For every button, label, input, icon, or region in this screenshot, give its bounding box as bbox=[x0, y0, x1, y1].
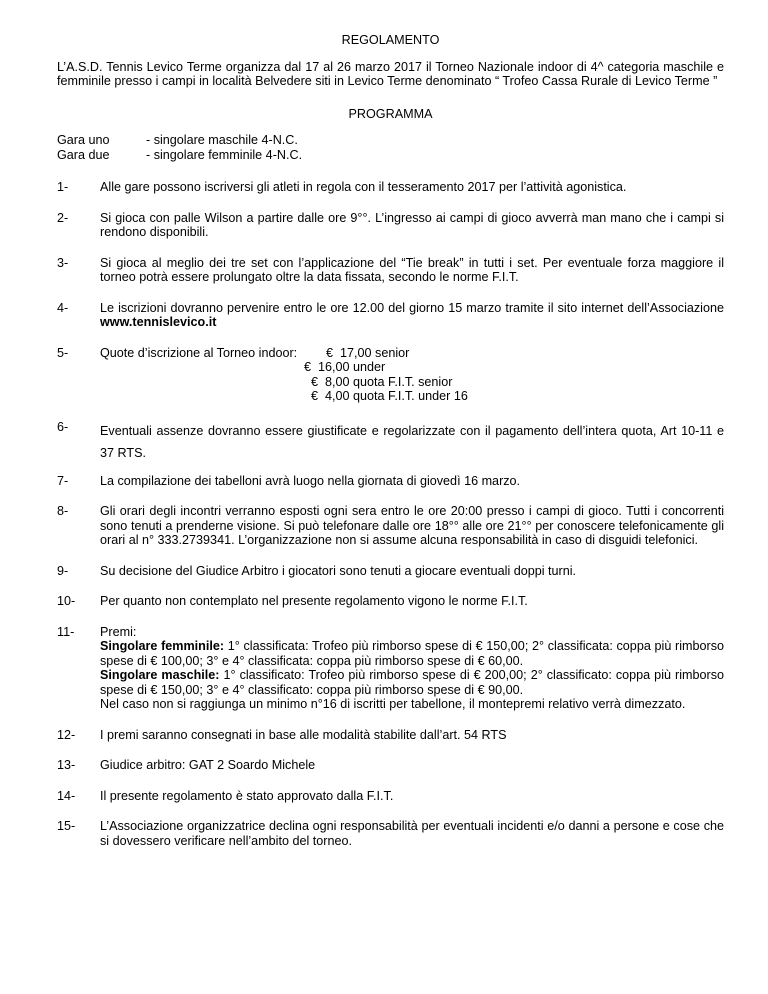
gara-label: Gara due bbox=[57, 147, 110, 162]
rule-item-3 bbox=[57, 256, 724, 285]
rule-text: I premi saranno consegnati in base alle modalità stabilite dall’art. 54 RTS bbox=[100, 727, 507, 742]
rule-number: 5- bbox=[57, 345, 69, 360]
rule-item-2 bbox=[57, 211, 724, 240]
gara-row bbox=[57, 148, 724, 163]
fee-fit-under: € 4,00 quota F.I.T. under 16 bbox=[311, 389, 468, 403]
rule-text: Alle gare possono iscriversi gli atleti in regola con il tesseramento 2017 per l’attività agonistica. bbox=[100, 180, 627, 194]
rule-text: Su decisione del Giudice Arbitro i giocatori sono tenuti a giocare eventuali doppi turni. bbox=[100, 563, 577, 578]
rule-number: 6- bbox=[57, 419, 69, 434]
fee-fit-senior: € 8,00 quota F.I.T. senior bbox=[311, 374, 453, 389]
prizes-heading: Premi: bbox=[100, 624, 137, 639]
rule-item-10 bbox=[57, 594, 724, 609]
rule-text: Gli orari degli incontri verranno esposti ogni sera entro le ore 20:00 presso i campi di gioco. Tutti i concorrenti sono tenuti a prenderne visione. Si può telefonare dalle ore 18°° alle ore 21°° per conoscere telefonicamente gli orari al n° 333.2739341. L’organizzazione non si assume alcuna responsabilità in caso di disguidi telefonici. bbox=[100, 504, 724, 547]
rule-number: 3- bbox=[57, 255, 69, 270]
programma-title: PROGRAMMA bbox=[348, 106, 433, 121]
rule-text: L’Associazione organizzatrice declina ogni responsabilità per eventuali incidenti e/o danni a persone e cose che si dovessero verificare nell’ambito del torneo. bbox=[100, 819, 724, 848]
prizes-block bbox=[100, 625, 724, 712]
rule-number: 11- bbox=[57, 624, 75, 639]
rule-item-5 bbox=[57, 346, 724, 404]
rule-number: 7- bbox=[57, 473, 69, 488]
rule-text: Per quanto non contemplato nel presente regolamento vigono le norme F.I.T. bbox=[100, 594, 528, 608]
rule-item-12 bbox=[57, 728, 724, 743]
document-page bbox=[57, 33, 724, 864]
document-title: REGOLAMENTO bbox=[341, 33, 440, 47]
prizes-male-label: Singolare maschile: bbox=[100, 668, 220, 682]
rule-number: 12- bbox=[57, 727, 76, 742]
rule-item-9 bbox=[57, 564, 724, 579]
gara-value: - singolare maschile 4-N.C. bbox=[146, 133, 298, 147]
rule-item-1 bbox=[57, 180, 724, 195]
rule-item-11 bbox=[57, 625, 724, 712]
website-link: www.tennislevico.it bbox=[100, 315, 217, 329]
rule-number: 14- bbox=[57, 788, 76, 803]
rule-item-8 bbox=[57, 504, 724, 548]
rule-item-4 bbox=[57, 301, 724, 330]
rule-item-14 bbox=[57, 789, 724, 804]
prizes-male bbox=[100, 668, 724, 697]
rule-item-7 bbox=[57, 474, 724, 489]
rule-text: Si gioca con palle Wilson a partire dalle ore 9°°. L’ingresso ai campi di gioco avverrà man mano che i campi si rendono disponibili. bbox=[100, 210, 724, 239]
rule-number: 2- bbox=[57, 210, 69, 225]
gara-row bbox=[57, 133, 724, 148]
rule-text bbox=[100, 301, 724, 330]
fee-label: Quote d’iscrizione al Torneo indoor: bbox=[100, 345, 298, 360]
rule-text: Il presente regolamento è stato approvato dalla F.I.T. bbox=[100, 788, 394, 803]
prizes-male-text: 1° classificato: Trofeo più rimborso spese di € 200,00; 2° classificato: coppa più rimborso spese di € 150,00; 3° e 4° classificato: coppa più rimborso spese di € 90,00. bbox=[100, 668, 724, 697]
rule-text: La compilazione dei tabelloni avrà luogo nella giornata di giovedì 16 marzo. bbox=[100, 473, 521, 488]
rule-text-body: Le iscrizioni dovranno pervenire entro le ore 12.00 del giorno 15 marzo tramite il sito internet dell’Associazione bbox=[100, 300, 724, 315]
rule-number: 10- bbox=[57, 594, 76, 608]
rule-text: Eventuali assenze dovranno essere giustificate e regolarizzate con il pagamento dell’intera quota, Art 10-11 e 37 RTS. bbox=[100, 423, 724, 460]
prizes-note: Nel caso non si raggiunga un minimo n°16 di iscritti per tabellone, il montepremi relativo verrà dimezzato. bbox=[100, 697, 686, 711]
gare-list bbox=[57, 133, 724, 162]
prizes-female-text: 1° classificata: Trofeo più rimborso spese di € 150,00; 2° classificata: coppa più rimborso spese di € 100,00; 3° e 4° classificata: coppa più rimborso spese di € 60,00. bbox=[100, 639, 724, 668]
rule-number: 9- bbox=[57, 563, 69, 578]
rule-item-6 bbox=[57, 420, 724, 464]
prizes-female-label: Singolare femminile: bbox=[100, 639, 225, 653]
rule-item-13 bbox=[57, 758, 724, 773]
rule-number: 4- bbox=[57, 300, 69, 315]
gara-label: Gara uno bbox=[57, 133, 110, 147]
prizes-female bbox=[100, 639, 724, 668]
rule-item-15 bbox=[57, 819, 724, 848]
fee-senior: € 17,00 senior bbox=[326, 345, 410, 360]
intro-paragraph: L’A.S.D. Tennis Levico Terme organizza dal 17 al 26 marzo 2017 il Torneo Nazionale indoor di 4^ categoria maschile e femminile presso i campi in località Belvedere siti in Levico Terme denominato “ Trofeo Cassa Rurale di Levico Terme ” bbox=[57, 59, 724, 88]
fee-under: € 16,00 under bbox=[304, 360, 386, 374]
rule-number: 8- bbox=[57, 504, 69, 518]
rule-number: 1- bbox=[57, 180, 69, 194]
rule-number: 15- bbox=[57, 819, 76, 833]
rule-text: Si gioca al meglio dei tre set con l’applicazione del “Tie break” in tutti i set. Per eventuale forza maggiore il torneo potrà essere prolungato oltre la data fissata, secondo le norme F.I.T. bbox=[100, 255, 724, 284]
rule-text: Giudice arbitro: GAT 2 Soardo Michele bbox=[100, 758, 316, 772]
fee-block bbox=[100, 346, 724, 404]
gara-value: - singolare femminile 4-N.C. bbox=[146, 147, 303, 162]
rule-number: 13- bbox=[57, 758, 76, 772]
